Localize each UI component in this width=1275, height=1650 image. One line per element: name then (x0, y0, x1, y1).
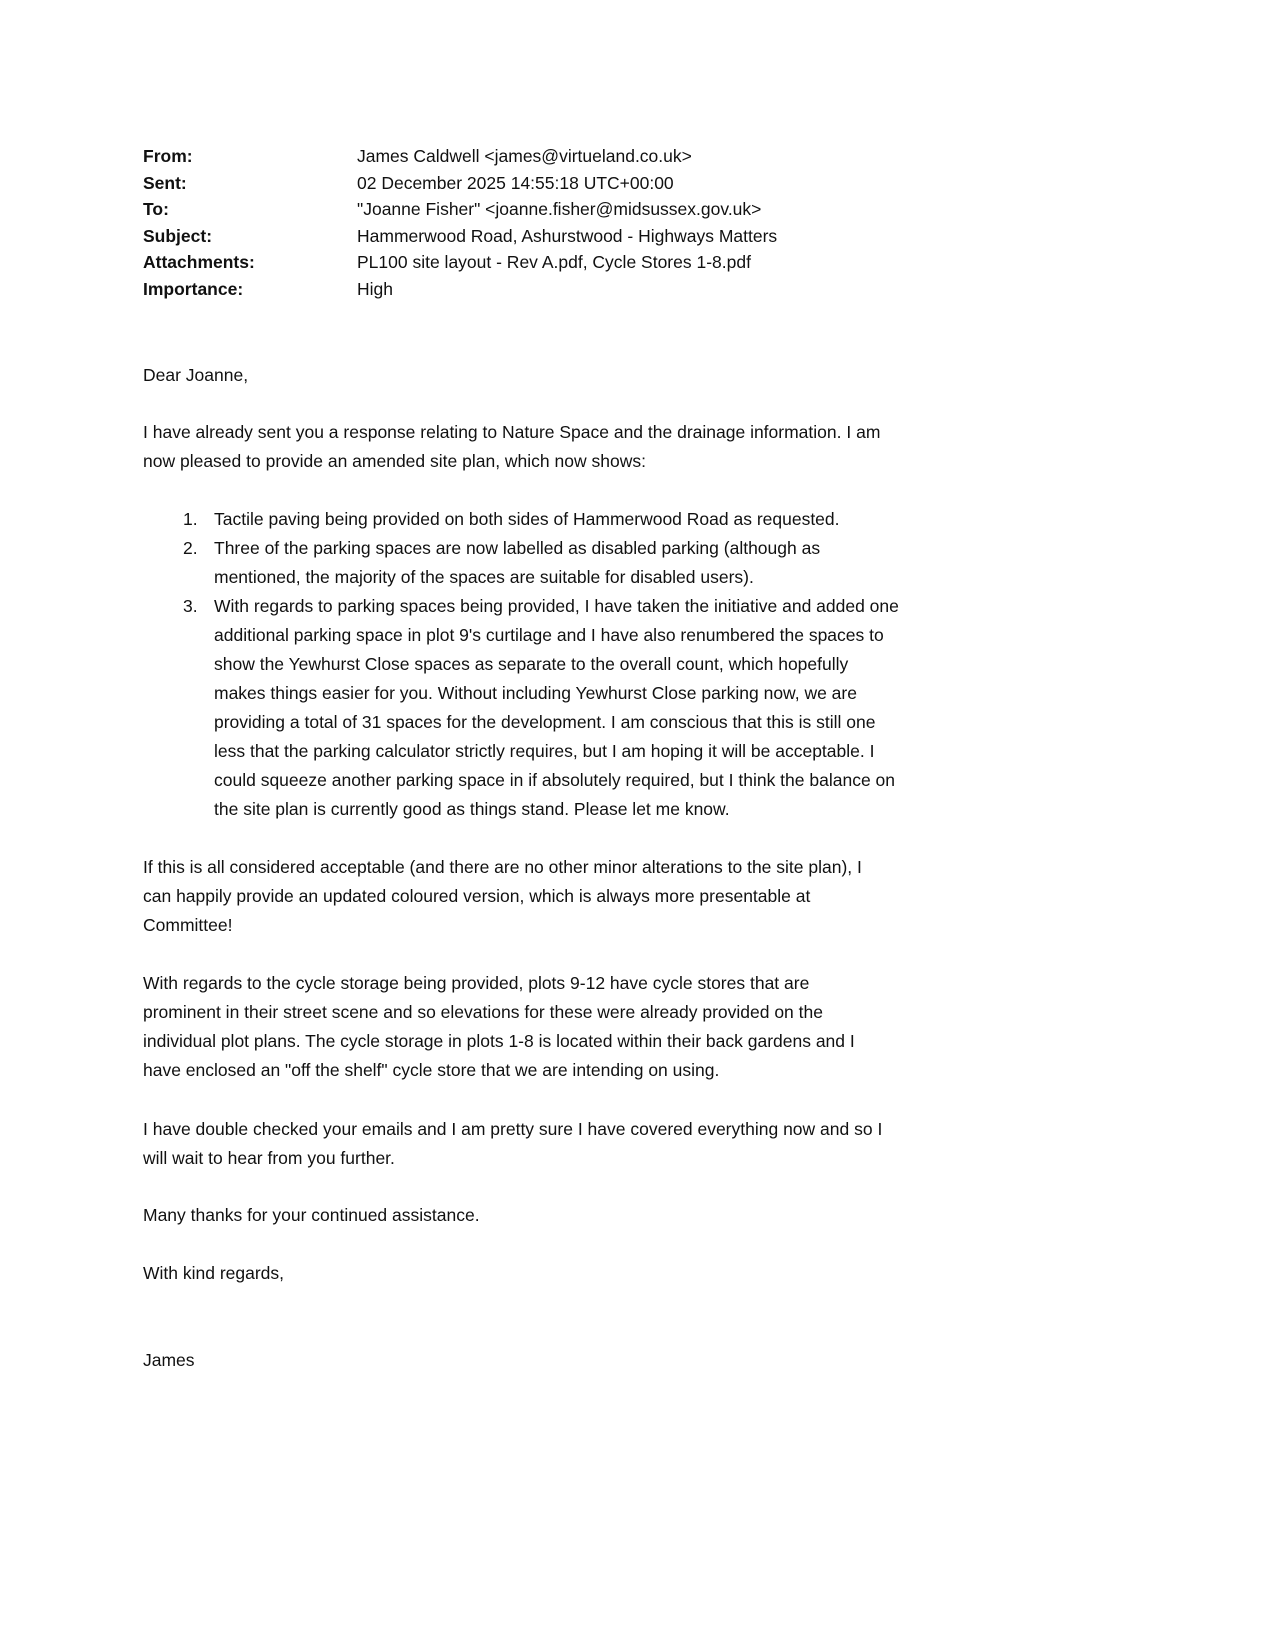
greeting (143, 361, 248, 390)
header-label: Subject: (143, 225, 213, 246)
thanks-text: Many thanks for your continued assistance. (143, 1205, 480, 1225)
header-value: 02 December 2025 14:55:18 UTC+00:00 (357, 172, 674, 193)
paragraph-cycle-storage (143, 969, 855, 1085)
text-line: additional parking space in plot 9's curtilage and I have also renumbered the spaces to (214, 625, 884, 645)
header-label: From: (143, 146, 193, 166)
text-line: less that the parking calculator strictly requires, but I am hoping it will be acceptable. I (214, 741, 875, 761)
text-line: could squeeze another parking space in if absolutely required, but I think the balance on (214, 770, 896, 790)
text-line: With regards to parking spaces being provided, I have taken the initiative and added one (214, 596, 899, 616)
text-line: now pleased to provide an amended site plan, which now shows: (143, 451, 646, 471)
text-line: individual plot plans. The cycle storage in plots 1-8 is located within their back gardens and I (143, 1031, 855, 1051)
list-item (143, 534, 899, 592)
greeting-text: Dear Joanne, (143, 365, 249, 385)
list-item (143, 505, 899, 534)
text-line: prominent in their street scene and so elevations for these were already provided on the (143, 1002, 823, 1022)
header-value: High (357, 278, 393, 299)
text-line: can happily provide an updated coloured version, which is always more presentable at (143, 886, 811, 906)
text-line: providing a total of 31 spaces for the development. I am conscious that this is still one (214, 712, 876, 732)
header-value: Hammerwood Road, Ashurstwood - Highways Matters (357, 225, 778, 246)
closing-text: With kind regards, (143, 1263, 285, 1283)
list-item (143, 592, 899, 824)
text-line: I have already sent you a response relating to Nature Space and the drainage information. I am (143, 422, 881, 442)
list-number: 1. (183, 509, 198, 529)
header-label: Attachments: (143, 252, 255, 273)
text-line: Committee! (143, 915, 233, 935)
paragraph-intro (143, 418, 880, 476)
signature-text: James (143, 1350, 195, 1370)
text-line: makes things easier for you. Without including Yewhurst Close parking now, we are (214, 683, 857, 703)
text-line: With regards to the cycle storage being provided, plots 9-12 have cycle stores that are (143, 973, 810, 993)
header-label: To: (143, 199, 169, 220)
text-line: show the Yewhurst Close spaces as separate to the overall count, which hopefully (214, 654, 849, 674)
paragraph-double-checked (143, 1115, 882, 1173)
text-line: will wait to hear from you further. (143, 1148, 395, 1168)
text-line: mentioned, the majority of the spaces are suitable for disabled users). (214, 567, 754, 587)
text-line: have enclosed an "off the shelf" cycle store that we are intending on using. (143, 1060, 720, 1080)
text-line: Three of the parking spaces are now labelled as disabled parking (although as (214, 538, 821, 558)
header-value: James Caldwell <james@virtueland.co.uk> (357, 146, 692, 166)
text-line: Tactile paving being provided on both sides of Hammerwood Road as requested. (214, 509, 840, 529)
text-line: If this is all considered acceptable (and there are no other minor alterations to the site plan), I (143, 857, 862, 877)
thanks (143, 1201, 480, 1230)
header-value: "Joanne Fisher" <joanne.fisher@midsussex.gov.uk> (357, 199, 762, 220)
header-label: Importance: (143, 278, 244, 299)
paragraph-acceptable (143, 853, 862, 940)
closing (143, 1259, 284, 1288)
list-number: 2. (183, 538, 198, 558)
text-line: the site plan is currently good as things stand. Please let me know. (214, 799, 730, 819)
text-line: I have double checked your emails and I am pretty sure I have covered everything now and so I (143, 1119, 883, 1139)
header-value: PL100 site layout - Rev A.pdf, Cycle Stores 1-8.pdf (357, 252, 751, 273)
header-label: Sent: (143, 172, 187, 193)
signature (143, 1346, 195, 1375)
numbered-list (143, 505, 899, 824)
list-number: 3. (183, 596, 198, 616)
